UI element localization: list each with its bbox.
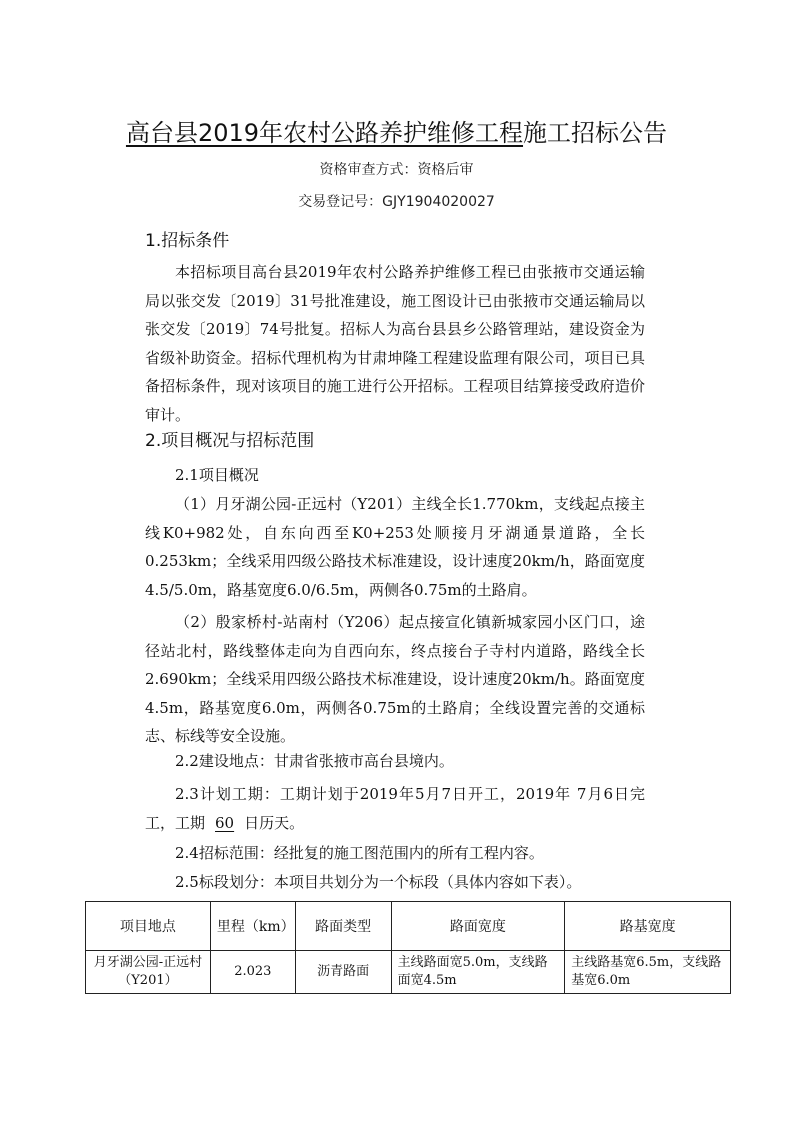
table-row [86, 951, 731, 994]
cell-location: 月牙湖公园-正远村（Y201） [86, 951, 211, 994]
header-mileage: 里程（km） [210, 902, 295, 951]
cell-pavement-width: 主线路面宽5.0m，支线路面宽4.5m [391, 951, 565, 994]
project-item-1: （1）月牙湖公园-正远村（Y201）主线全长1.770km，支线起点接主线K0+982处，自东向西至K0+253处顺接月牙湖通景道路，全长0.253km；全线采用四级公路技术标准建设，设计速度20km/h，路面宽度4.5/5.0m，路基宽度6.0/6.5m，两侧各0.75m的土路肩。 [145, 495, 645, 599]
construction-period [145, 780, 645, 837]
section-2-heading: 2.项目概况与招标范围 [145, 431, 315, 451]
bidding-scope: 2.4招标范围：经批复的施工图范围内的所有工程内容。 [175, 844, 544, 862]
period-text-pre: 2.3计划工期：工期计划于2019年5月7日开工，2019年 7月6日完工，工期 [145, 785, 645, 832]
period-text-post: 日历天。 [244, 813, 305, 832]
header-location: 项目地点 [86, 902, 211, 951]
period-days: 60 [215, 813, 235, 832]
header-pavement-width: 路面宽度 [391, 902, 565, 951]
section-1-heading: 1.招标条件 [145, 231, 230, 251]
construction-location: 2.2建设地点：甘肃省张掖市高台县境内。 [175, 752, 454, 770]
section-2-1-heading: 2.1项目概况 [175, 466, 259, 484]
section-division: 2.5标段划分：本项目共划分为一个标段（具体内容如下表）。 [175, 873, 582, 891]
registration-number: 交易登记号：GJY1904020027 [298, 194, 495, 210]
cell-mileage: 2.023 [210, 951, 295, 994]
cell-pavement-type: 沥青路面 [295, 951, 391, 994]
page-title [0, 118, 793, 148]
cell-subgrade-width: 主线路基宽6.5m，支线路基宽6.0m [565, 951, 731, 994]
project-item-2: （2）殷家桥村-站南村（Y206）起点接宣化镇新城家园小区门口，途径站北村，路线整体走向为自西向东，终点接台子寺村内道路，路线全长2.690km；全线采用四级公路技术标准建设，设计速度20km/h。路面宽度4.5m，路基宽度6.0m，两侧各0.75m的土路肩；全线设置完善的交通标志、标线等安全设施。 [145, 613, 645, 745]
header-pavement-type: 路面类型 [295, 902, 391, 951]
title-rest-part: 施工招标公告 [523, 119, 668, 147]
header-subgrade-width: 路基宽度 [565, 902, 731, 951]
section-table [85, 901, 731, 994]
title-underlined-part: 高台县2019年农村公路养护维修工程 [125, 119, 524, 147]
review-method: 资格审查方式：资格后审 [319, 162, 474, 178]
section-1-body: 本招标项目高台县2019年农村公路养护维修工程已由张掖市交通运输局以张交发〔2019〕31号批准建设，施工图设计已由张掖市交通运输局以张交发〔2019〕74号批复。招标人为高台县县乡公路管理站，建设资金为省级补助资金。招标代理机构为甘肃坤隆工程建设监理有限公司，项目已具备招标条件，现对该项目的施工进行公开招标。工程项目结算接受政府造价审计。 [145, 263, 645, 424]
table-header-row [86, 902, 731, 951]
